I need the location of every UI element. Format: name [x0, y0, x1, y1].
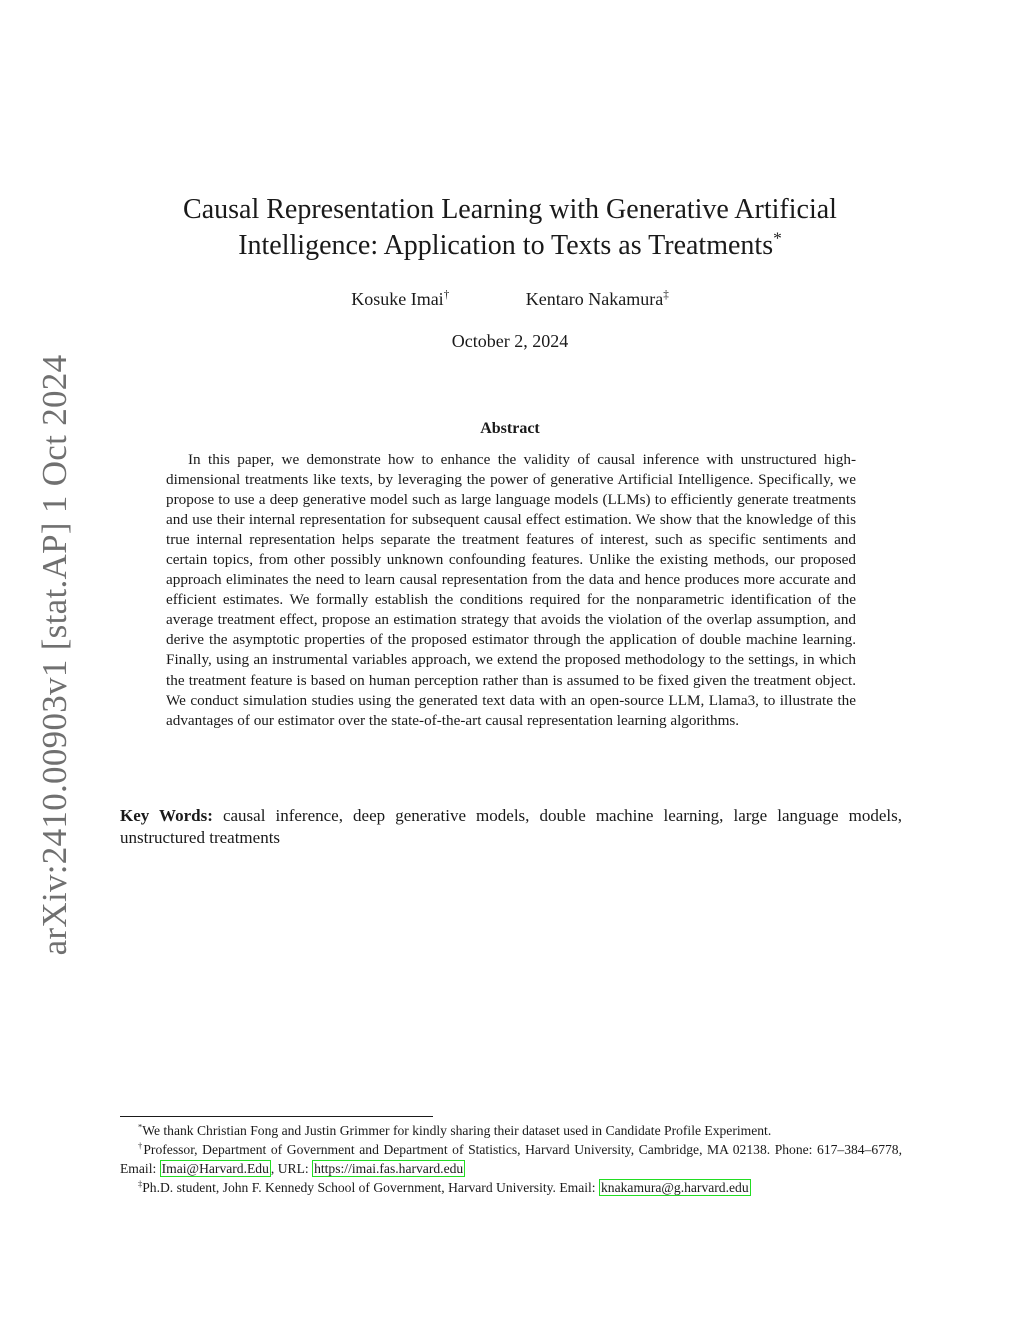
title-line-1: Causal Representation Learning with Generative Artificial: [183, 194, 837, 225]
author-footnote-mark: †: [443, 289, 450, 301]
publication-date: October 2, 2024: [451, 331, 569, 351]
abstract-heading: Abstract: [480, 420, 540, 437]
author-footnote-mark: ‡: [663, 289, 669, 301]
footnotes: [120, 1121, 902, 1197]
keywords: [120, 805, 902, 849]
title-line-2: Intelligence: Application to Texts as Treatments: [238, 230, 774, 261]
homepage-link-imai[interactable]: https://imai.fas.harvard.edu: [314, 1161, 464, 1176]
footnote-divider: [120, 1116, 433, 1117]
author-kentaro-nakamura: Kentaro Nakamura‡: [525, 289, 669, 309]
email-link-imai[interactable]: Imai@Harvard.Edu: [161, 1161, 269, 1176]
keywords-label: Key Words:: [120, 806, 213, 825]
author-kosuke-imai: Kosuke Imai†: [351, 289, 450, 309]
author-list: [120, 287, 900, 311]
title-footnote-mark: *: [773, 228, 782, 248]
arxiv-identifier-stamp: arXiv:2410.00903v1 [stat.AP] 1 Oct 2024: [35, 354, 74, 956]
footnote-acknowledgement: *We thank Christian Fong and Justin Grimmer for kindly sharing their dataset used in Candidate Profile Experiment.: [138, 1121, 772, 1138]
email-link-nakamura[interactable]: knakamura@g.harvard.edu: [600, 1180, 749, 1195]
keywords-text: causal inference, deep generative models, double machine learning, large language models, unstructured treatments: [120, 806, 903, 847]
abstract-text: In this paper, we demonstrate how to enhance the validity of causal inference with unstructured high-dimensional treatments like texts, by leveraging the power of generative Artificial Intelligence. Specifically, we propose to use a deep generative model such as large language models (LLMs) to efficiently generate treatments and use their internal representation for subsequent causal effect estimation. We show that the knowledge of this true internal representation helps separate the treatment features of interest, such as specific sentiments and certain topics, from other possibly unknown confounding features. Unlike the existing methods, our proposed approach eliminates the need to learn causal representation from the data and hence produces more accurate and efficient estimates. We formally establish the conditions required for the nonparametric identification of the average treatment effect, propose an estimation strategy that avoids the violation of the overlap assumption, and derive the asymptotic properties of the proposed estimator through the application of double machine learning. Finally, using an instrumental variables approach, we extend the proposed methodology to the settings, in which the treatment feature is based on human perception rather than is assumed to be fixed given the treatment object. We conduct simulation studies using the generated text data with an open-source LLM, Llama3, to illustrate the advantages of our estimator over the state-of-the-art causal representation learning algorithms.: [166, 451, 856, 729]
footnote-author-nakamura: ‡Ph.D. student, John F. Kennedy School of Government, Harvard University. Email: knakamura@g.harvard.edu: [138, 1178, 749, 1195]
footnote-author-imai: †Professor, Department of Government and Department of Statistics, Harvard University, Cambridge, MA 02138. Phone: 617–384–6778, Email: Imai@Harvard.Edu , URL: https://imai.fas.harvard.edu: [120, 1140, 902, 1176]
paper-title: [120, 192, 900, 264]
